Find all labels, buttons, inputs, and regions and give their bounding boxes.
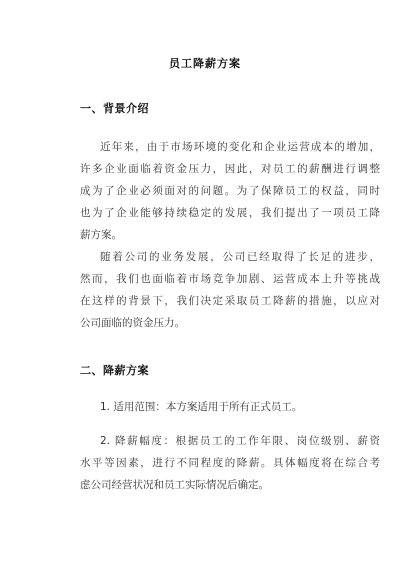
paragraph-line: 虑公司经营状况和员工实际情况后确定。 bbox=[80, 479, 269, 491]
paragraph-line: 随着公司的业务发展，公司已经取得了长足的进步， bbox=[100, 251, 380, 263]
paragraph-line: 然而，我们也面临着市场竞争加剧、运营成本上升等挑战 bbox=[80, 273, 380, 285]
paragraph-line: 薪方案。 bbox=[80, 229, 122, 241]
paragraph-line: 成为了企业必须面对的问题。为了保障员工的权益，同时 bbox=[80, 185, 380, 197]
paragraph-background-2 bbox=[80, 246, 380, 334]
paragraph-plan-magnitude bbox=[80, 430, 380, 496]
section-heading-plan: 二、降薪方案 bbox=[80, 364, 149, 377]
paragraph-plan-scope bbox=[80, 396, 380, 418]
document-title: 员工降薪方案 bbox=[169, 57, 241, 70]
section-heading-background: 一、背景介绍 bbox=[80, 102, 149, 115]
paragraph-line: 水平等因素，进行不同程度的降薪。具体幅度将在综合考 bbox=[80, 457, 380, 469]
paragraph-line: 也为了企业能够持续稳定的发展，我们提出了一项员工降 bbox=[80, 207, 380, 219]
paragraph-line: 在这样的背景下，我们决定采取员工降薪的措施，以应对 bbox=[80, 295, 380, 307]
paragraph-line: 近年来，由于市场环境的变化和企业运营成本的增加， bbox=[100, 141, 380, 153]
paragraph-line: 公司面临的资金压力。 bbox=[80, 317, 185, 329]
paragraph-line: 2. 降薪幅度：根据员工的工作年限、岗位级别、薪资 bbox=[100, 435, 380, 447]
paragraph-line: 1. 适用范围：本方案适用于所有正式员工。 bbox=[100, 401, 303, 413]
paragraph-line: 许多企业面临着资金压力，因此，对员工的薪酬进行调整 bbox=[80, 163, 380, 175]
paragraph-background-1 bbox=[80, 136, 380, 246]
